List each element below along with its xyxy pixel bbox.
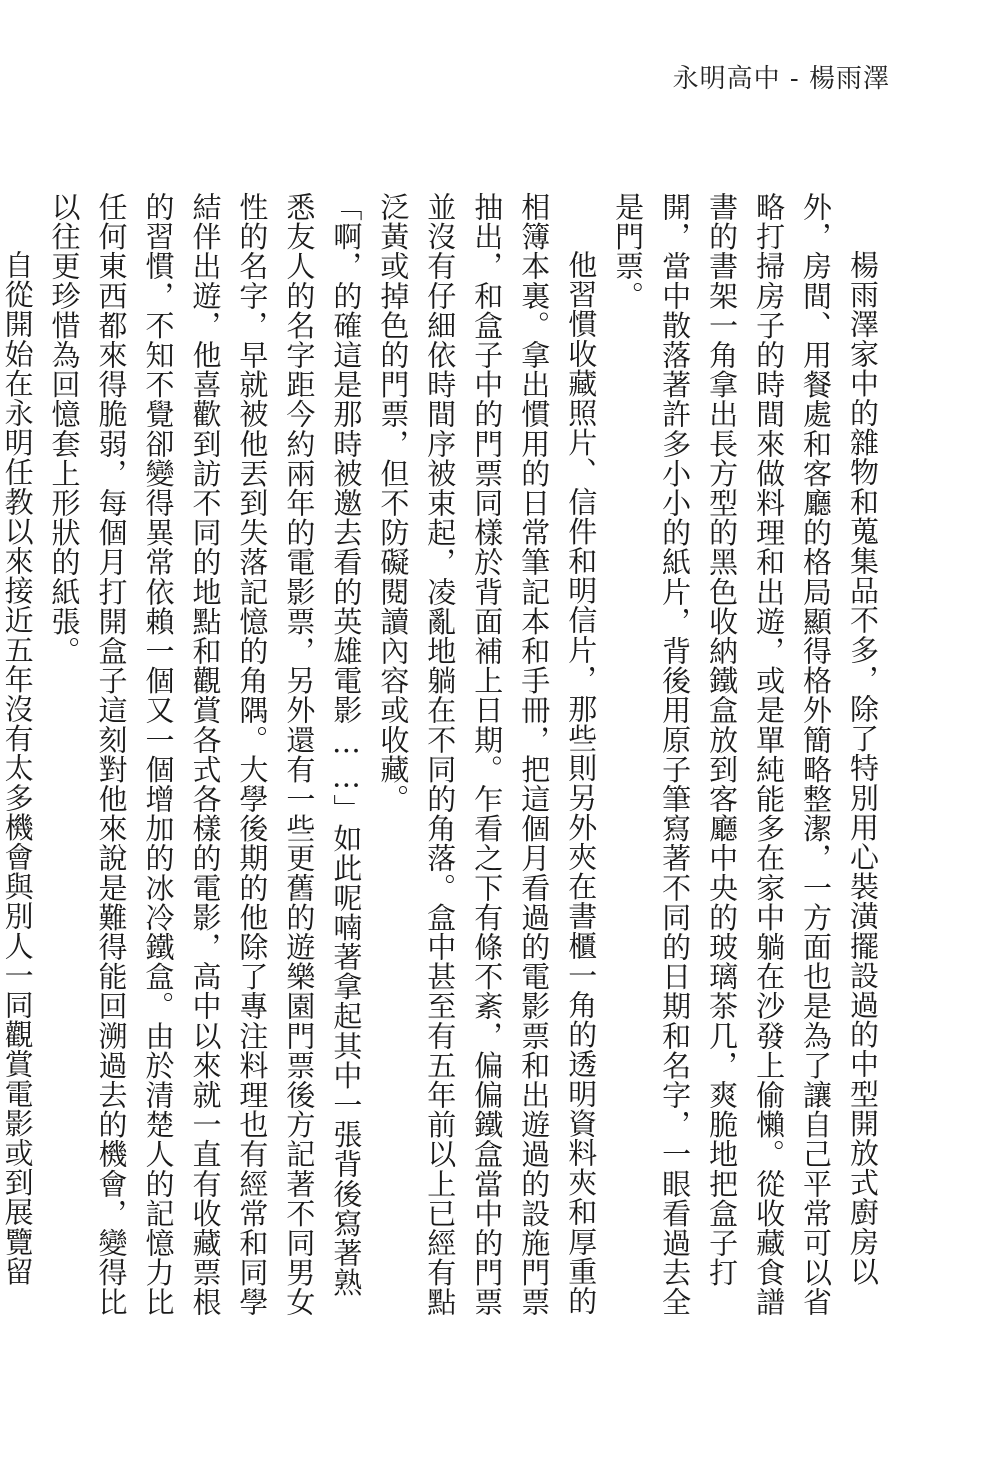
paragraph-3: 「啊，的確這是那時被邀去看的英雄電影……」如此呢喃著拿起其中一張背後寫著熟悉友人的名字距今約兩年的電影票，另外還有一些更舊的遊樂園門票後方記著不同男女性的名字，早就被他丟到失落記憶的角隅。大學後期的他除了專注料理也有經常和同學結伴出遊，他喜歡到訪不同的地點和觀賞各式各樣的電影，高中以來就一直有收藏票根的習慣，不知不覺卻變得異常依賴一個又一個增加的冰冷鐵盒。由於清楚人的記憶力比任何東西都來得脆弱，每個月打開盒子這刻對他來說是難得能回溯過去的機會，變得比以往更珍惜為回憶套上形狀的紙張。 (47, 192, 364, 1317)
page-body (0, 192, 886, 1322)
paragraph-1: 楊雨澤家中的雜物和蒐集品不多，除了特別用心裝潢擺設過的中型開放式廚房以外，房間、用餐處和客廳的格局顯得格外簡略整潔，一方面也是為了讓自己平常可以省略打掃房子的時間來做料理和出遊，或是單純能多在家中躺在沙發上偷懶。從收藏食譜書的書架一角拿出長方型的黑色收納鐵盒放到客廳中央的玻璃茶几，爽脆地把盒子打開，當中散落著許多小小的紙片，背後用原子筆寫著不同的日期和名字，一眼看過去全是門票。 (611, 192, 880, 1317)
running-header: 永明高中 - 楊雨澤 (672, 64, 890, 94)
paragraph-2: 他習慣收藏照片、信件和明信片，那些則另外夾在書櫃一角的透明資料夾和厚重的相簿本裏。拿出慣用的日常筆記本和手冊，把這個月看過的電影票和出遊過的設施門票抽出，和盒子中的門票同樣於背面補上日期。乍看之下有條不紊，偏偏鐵盒當中的門票並沒有仔細依時間序被束起，凌亂地躺在不同的角落。盒中甚至有五年前以上已經有點泛黃或掉色的門票，但不防礙閱讀內容或收藏。 (376, 192, 599, 1317)
paragraph-4: 自從開始在永明任教以來接近五年沒有太多機會與別人一同觀賞電影或到展覽留 (0, 250, 35, 1286)
